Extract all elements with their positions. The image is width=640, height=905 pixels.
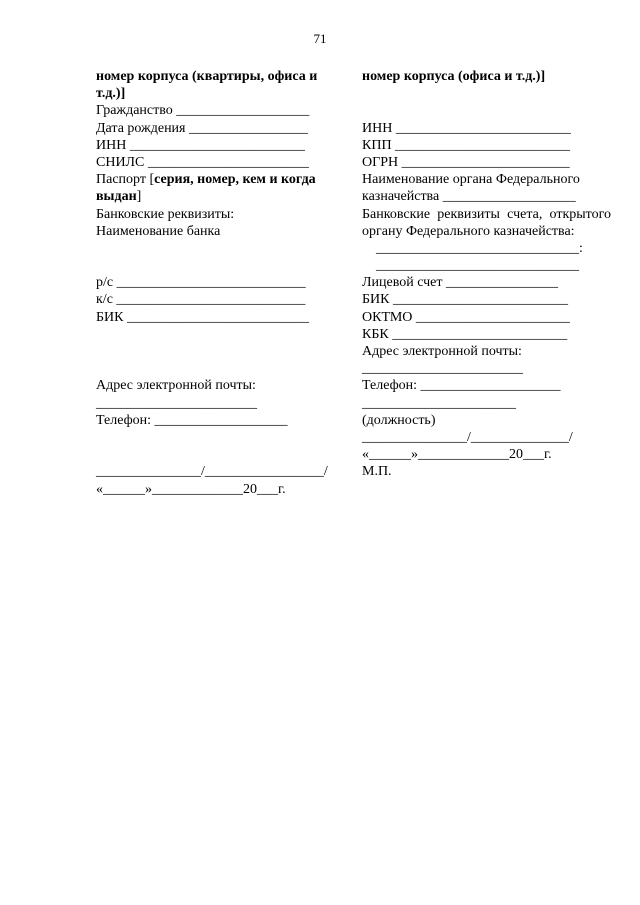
position-field: ______________________ [362, 395, 516, 411]
left-inn-field: ИНН _________________________ [96, 137, 305, 153]
treasury-account-line: _____________________________: [376, 240, 583, 256]
kbk-field: КБК _________________________ [362, 326, 568, 342]
passport-field [96, 171, 336, 188]
bank-name-label: Наименование банка [96, 223, 221, 239]
left-email-field: _______________________ [96, 395, 257, 411]
correspondent-account-field: к/с ___________________________ [96, 292, 306, 308]
left-bik-field: БИК __________________________ [96, 309, 309, 325]
right-address-tail: номер корпуса (офиса и т.д.)] [362, 69, 546, 84]
right-column [362, 68, 611, 481]
passport-hint-end: выдан [96, 189, 137, 205]
left-phone-field: Телефон: ___________________ [96, 412, 288, 428]
right-bik-field: БИК _________________________ [362, 292, 568, 308]
left-column [96, 68, 336, 498]
personal-account-field: Лицевой счет ________________ [362, 275, 559, 291]
right-signature-line: _______________/______________/ [362, 429, 573, 445]
passport-label: Паспорт [ [96, 172, 155, 188]
left-signature-line: _______________/_________________/ [96, 464, 328, 480]
treasury-organ-label: Наименование органа Федерального [362, 172, 580, 188]
treasury-account-line-2: _____________________________ [376, 258, 579, 274]
treasury-organ-field: казначейства ___________________ [362, 189, 576, 205]
oktmo-field: ОКТМО ______________________ [362, 309, 570, 325]
right-bank-details-label: Банковские реквизиты счета, открытого органу Федерального казначейства: [362, 206, 611, 239]
ogrn-field: ОГРН ________________________ [362, 154, 570, 170]
citizenship-field: Гражданство ___________________ [96, 103, 310, 119]
passport-hint: серия, номер, кем и когда [154, 172, 316, 188]
passport-bracket: ] [136, 189, 142, 205]
birth-date-field: Дата рождения _________________ [96, 120, 308, 136]
position-label: (должность) [362, 412, 436, 428]
left-address-tail-end: т.д.)] [96, 86, 126, 102]
right-inn-field: ИНН _________________________ [362, 120, 571, 136]
snils-field: СНИЛС _______________________ [96, 154, 309, 170]
right-email-field: _______________________ [362, 361, 523, 377]
kpp-field: КПП _________________________ [362, 137, 571, 153]
page-number: 71 [313, 31, 327, 46]
left-date-line: «______»_____________20___г. [96, 481, 286, 497]
settlement-account-field: р/с ___________________________ [96, 275, 306, 291]
left-email-label: Адрес электронной почты: [96, 378, 256, 394]
passport-field-end [96, 188, 336, 205]
stamp-label: М.П. [362, 464, 392, 480]
right-date-line: «______»_____________20___г. [362, 447, 552, 463]
right-phone-field: Телефон: ____________________ [362, 378, 561, 394]
right-email-label: Адрес электронной почты: [362, 344, 522, 360]
left-address-tail: номер корпуса (квартиры, офиса и [96, 69, 318, 84]
left-bank-details-label: Банковские реквизиты: [96, 206, 235, 222]
